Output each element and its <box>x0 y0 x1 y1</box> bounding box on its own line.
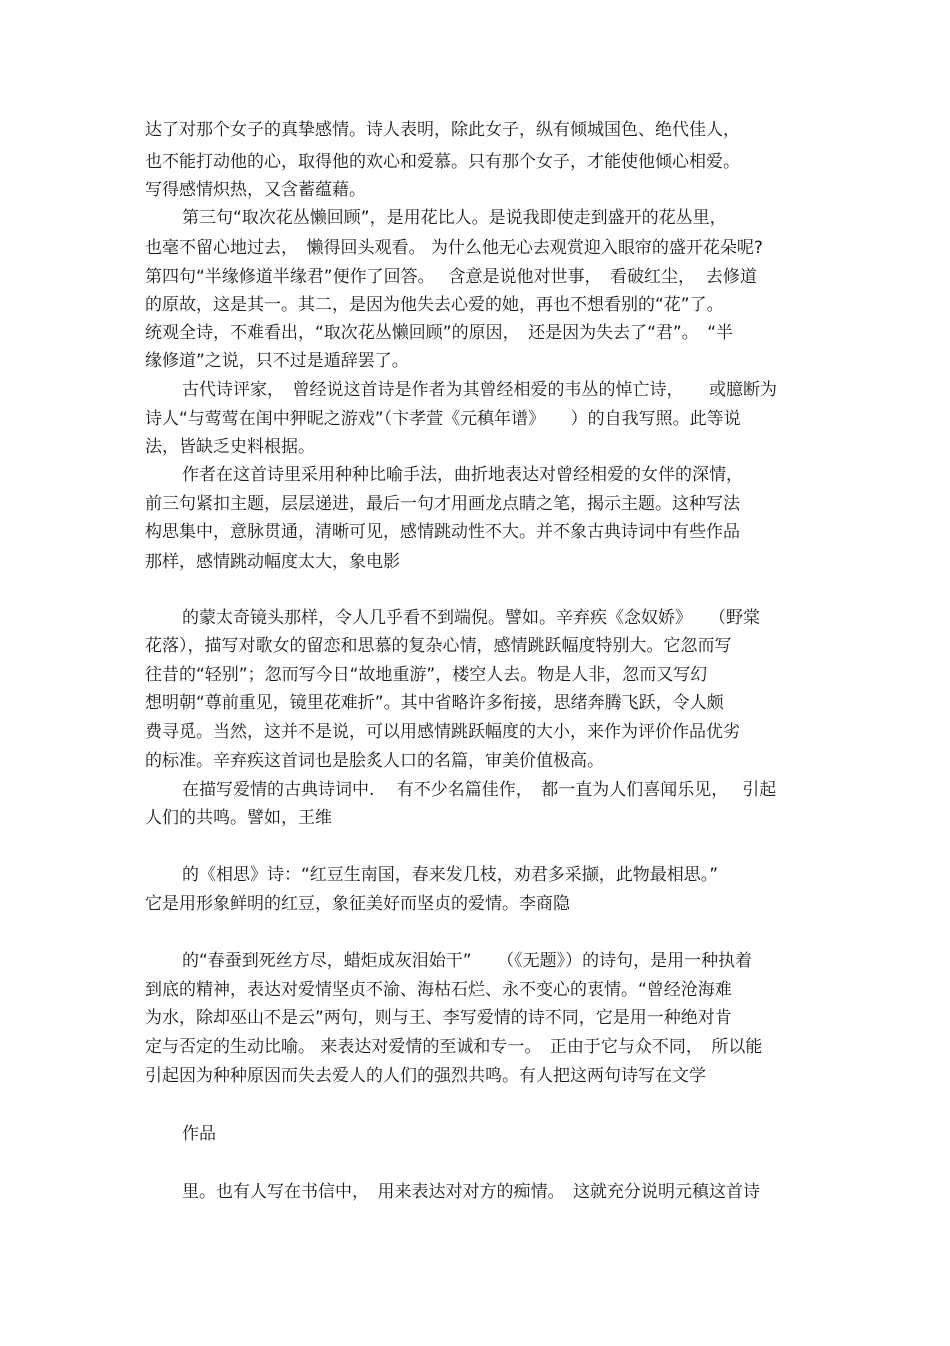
text-line: 作者在这首诗里采用种种比喻手法，曲折地表达对曾经相爱的女伴的深情， <box>182 465 743 485</box>
text-line: 也毫不留心地过去， 懒得回头观看。 为什么他无心去观赏迎入眼帘的盛开花朵呢? <box>145 238 763 258</box>
text-line: 写得感情炽热，又含蓄蕴藉。 <box>145 180 366 200</box>
text-line: 古代诗评家， 曾经说这首诗是作者为其曾经相爱的韦丛的悼亡诗， 或臆断为 <box>182 380 777 400</box>
text-line: 往昔的“轻别”；忽而写今日“故地重游”，楼空人去。物是人非，忽而又写幻 <box>145 665 708 685</box>
text-line: 的“春蚕到死丝方尽，蜡炬成灰泪始干” （《无题》）的诗句，是用一种执着 <box>182 951 753 971</box>
text-line: 花落），描写对歌女的留恋和思慕的复杂心情，感情跳跃幅度特别大。它忽而写 <box>145 636 732 656</box>
text-line: 作品 <box>182 1124 216 1144</box>
text-line: 里。也有人写在书信中， 用来表达对对方的痴情。 这就充分说明元稹这首诗 <box>182 1182 760 1202</box>
text-line: 定与否定的生动比喻。 来表达对爱情的至诚和专一。 正由于它与众不同， 所以能 <box>145 1037 763 1057</box>
text-line: 第四句“半缘修道半缘君”便作了回答。 含意是说他对世事， 看破红尘， 去修道 <box>145 267 757 287</box>
text-line: 想明朝“尊前重见，镜里花难折”。其中省略许多衔接，思绪奔腾飞跃，令人颇 <box>145 693 724 713</box>
text-line: 人们的共鸣。譬如，王维 <box>145 808 332 828</box>
text-line: 前三句紧扣主题，层层递进，最后一句才用画龙点睛之笔，揭示主题。这种写法 <box>145 494 740 514</box>
text-line: 费寻觅。当然，这并不是说，可以用感情跳跃幅度的大小，来作为评价作品优劣 <box>145 722 740 742</box>
text-line: 为水，除却巫山不是云”两句，则与王、李写爱情的诗不同，它是用一种绝对肯 <box>145 1008 732 1028</box>
text-line: 在描写爱情的古典诗词中. 有不少名篇佳作， 都一直为人们喜闻乐见， 引起 <box>182 780 777 800</box>
text-line: 那样，感情跳动幅度太大，象电影 <box>145 552 400 572</box>
text-line: 缘修道”之说，只不过是遁辞罢了。 <box>145 351 409 371</box>
text-line: 第三句“取次花丛懒回顾”，是用花比人。是说我即使走到盛开的花丛里， <box>182 208 727 228</box>
text-line: 法，皆缺乏史料根据。 <box>145 437 315 457</box>
text-line: 的《相思》诗：“红豆生南国，春来发几枝，劝君多采撷，此物最相思。” <box>182 865 719 885</box>
text-line: 构思集中，意脉贯通，清晰可见，感情跳动性不大。并不象古典诗词中有些作品 <box>145 522 740 542</box>
text-line: 它是用形象鲜明的红豆，象征美好而坚贞的爱情。李商隐 <box>145 894 570 914</box>
text-line: 诗人“与莺莺在闺中狎昵之游戏”（卞孝萱《元稹年谱》 ）的自我写照。此等说 <box>145 409 741 429</box>
text-line: 统观全诗，不难看出，“取次花丛懒回顾”的原因， 还是因为失去了“君”。 “半 <box>145 323 734 343</box>
text-line: 的蒙太奇镜头那样，令人几乎看不到端倪。譬如。辛弃疾《念奴娇》 （野棠 <box>182 608 760 628</box>
text-line: 到底的精神，表达对爱情坚贞不渝、海枯石烂、永不变心的衷情。“曾经沧海难 <box>145 980 732 1000</box>
text-line: 的标准。辛弃疾这首词也是脍炙人口的名篇，审美价值极高。 <box>145 751 604 771</box>
text-line: 达了对那个女子的真挚感情。诗人表明，除此女子，纵有倾城国色、绝代佳人， <box>145 120 740 140</box>
text-line: 也不能打动他的心，取得他的欢心和爱慕。只有那个女子，才能使他倾心相爱。 <box>145 152 740 172</box>
text-line: 的原故，这是其一。其二，是因为他失去心爱的她，再也不想看别的“花”了。 <box>145 295 724 315</box>
text-line: 引起因为种种原因而失去爱人的人们的强烈共鸣。有人把这两句诗写在文学 <box>145 1066 706 1086</box>
